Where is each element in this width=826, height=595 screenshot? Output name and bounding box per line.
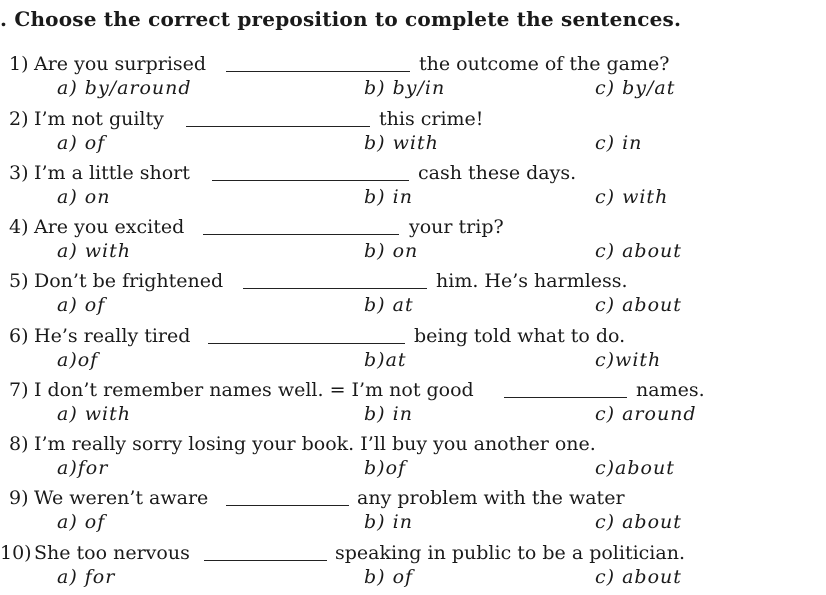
option-a[interactable]: a)of bbox=[57, 349, 99, 371]
option-a[interactable]: a) for bbox=[57, 566, 116, 588]
option-b[interactable]: b)at bbox=[364, 349, 407, 371]
question-1 bbox=[0, 52, 826, 106]
sentence-start: Are you surprised bbox=[34, 53, 207, 75]
option-b[interactable]: b) of bbox=[364, 566, 414, 588]
option-c[interactable]: c) around bbox=[595, 403, 697, 425]
sentence-end: any problem with the water bbox=[357, 487, 625, 509]
option-b[interactable]: b) by/in bbox=[364, 77, 446, 99]
option-c[interactable]: c)about bbox=[595, 457, 675, 479]
answer-blank[interactable] bbox=[203, 234, 399, 235]
sentence-start: Are you excited bbox=[34, 216, 185, 238]
sentence-start: I’m a little short bbox=[34, 162, 190, 184]
option-a[interactable]: a) by/around bbox=[57, 77, 192, 99]
question-number: 1) bbox=[9, 53, 29, 75]
sentence-start: We weren’t aware bbox=[34, 487, 209, 509]
sentence-start: She too nervous bbox=[34, 542, 190, 564]
question-number: 5) bbox=[9, 270, 29, 292]
sentence-start: Don’t be frightened bbox=[34, 270, 224, 292]
option-c[interactable]: c) about bbox=[595, 566, 682, 588]
sentence-end: being told what to do. bbox=[414, 325, 626, 347]
option-c[interactable]: c) about bbox=[595, 294, 682, 316]
question-number: 6) bbox=[9, 325, 29, 347]
question-7 bbox=[0, 378, 826, 432]
answer-blank[interactable] bbox=[226, 505, 349, 506]
option-a[interactable]: a) of bbox=[57, 294, 106, 316]
question-9 bbox=[0, 486, 826, 540]
sentence-start: I’m really sorry losing your book. I’ll buy you another one. bbox=[34, 433, 596, 455]
option-b[interactable]: b) on bbox=[364, 240, 419, 262]
answer-blank[interactable] bbox=[186, 126, 370, 127]
option-a[interactable]: a) with bbox=[57, 240, 131, 262]
question-number: 9) bbox=[9, 487, 29, 509]
answer-blank[interactable] bbox=[504, 397, 627, 398]
answer-blank[interactable] bbox=[212, 180, 409, 181]
option-b[interactable]: b) in bbox=[364, 403, 413, 425]
option-c[interactable]: c) about bbox=[595, 511, 682, 533]
option-a[interactable]: a) of bbox=[57, 511, 106, 533]
question-2 bbox=[0, 107, 826, 161]
question-number: 2) bbox=[9, 108, 29, 130]
answer-blank[interactable] bbox=[208, 343, 405, 344]
sentence-start: I’m not guilty bbox=[34, 108, 164, 130]
answer-blank[interactable] bbox=[204, 560, 327, 561]
sentence-end: him. He’s harmless. bbox=[436, 270, 628, 292]
option-a[interactable]: a) of bbox=[57, 132, 106, 154]
option-c[interactable]: c) by/at bbox=[595, 77, 676, 99]
sentence-end: your trip? bbox=[409, 216, 504, 238]
exercise-title: . Choose the correct preposition to complete the sentences. bbox=[0, 7, 682, 31]
question-3 bbox=[0, 161, 826, 215]
option-b[interactable]: b) in bbox=[364, 511, 413, 533]
option-b[interactable]: b) with bbox=[364, 132, 439, 154]
option-b[interactable]: b)of bbox=[364, 457, 407, 479]
option-c[interactable]: c) about bbox=[595, 240, 682, 262]
question-number: 3) bbox=[9, 162, 29, 184]
question-6 bbox=[0, 324, 826, 378]
answer-blank[interactable] bbox=[226, 71, 410, 72]
question-number: 7) bbox=[9, 379, 29, 401]
question-10 bbox=[0, 541, 826, 595]
question-number: 8) bbox=[9, 433, 29, 455]
question-4 bbox=[0, 215, 826, 269]
sentence-end: this crime! bbox=[379, 108, 484, 130]
sentence-end: speaking in public to be a politician. bbox=[335, 542, 685, 564]
option-b[interactable]: b) at bbox=[364, 294, 414, 316]
sentence-end: cash these days. bbox=[418, 162, 577, 184]
option-b[interactable]: b) in bbox=[364, 186, 413, 208]
option-a[interactable]: a)for bbox=[57, 457, 109, 479]
option-c[interactable]: c) with bbox=[595, 186, 669, 208]
sentence-start: He’s really tired bbox=[34, 325, 191, 347]
option-c[interactable]: c)with bbox=[595, 349, 662, 371]
option-c[interactable]: c) in bbox=[595, 132, 643, 154]
question-number: 10) bbox=[0, 542, 32, 564]
sentence-end: names. bbox=[636, 379, 705, 401]
question-5 bbox=[0, 269, 826, 323]
option-a[interactable]: a) with bbox=[57, 403, 131, 425]
question-8 bbox=[0, 432, 826, 486]
answer-blank[interactable] bbox=[243, 288, 427, 289]
option-a[interactable]: a) on bbox=[57, 186, 111, 208]
question-number: 4) bbox=[9, 216, 29, 238]
sentence-start: I don’t remember names well. = I’m not good bbox=[34, 379, 474, 401]
sentence-end: the outcome of the game? bbox=[419, 53, 670, 75]
